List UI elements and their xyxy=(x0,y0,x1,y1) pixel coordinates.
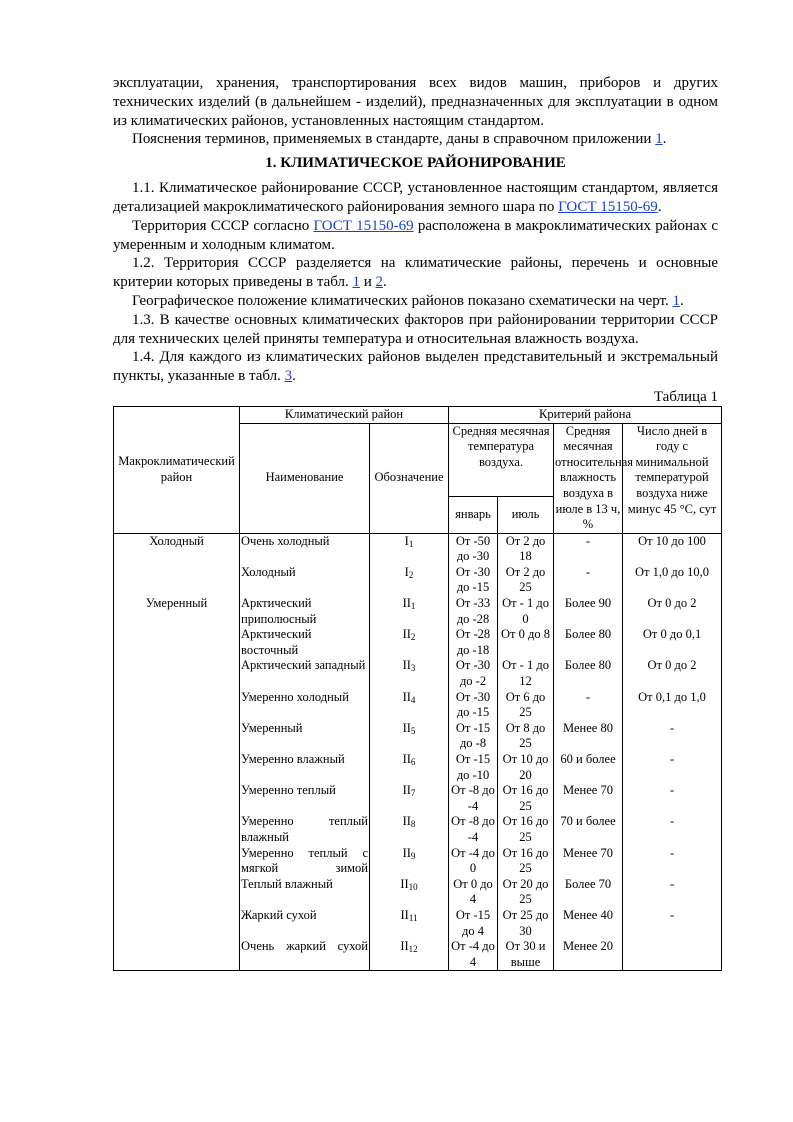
cell-jan-temp: От -30 до -15 xyxy=(449,565,498,596)
cell-macro-region xyxy=(114,627,240,658)
cell-jul-temp: От 16 до 25 xyxy=(498,846,554,877)
cell-humidity: Менее 70 xyxy=(554,846,623,877)
table-row xyxy=(114,565,722,596)
cell-jul-temp: От 25 до 30 xyxy=(498,908,554,939)
designation-roman: II xyxy=(402,627,411,642)
designation-roman: II xyxy=(400,939,409,954)
cell-jul-temp: От 16 до 25 xyxy=(498,783,554,814)
cell-region-name: Очень жаркий сухой xyxy=(240,939,370,971)
paragraph-1-1: 1.1. Климатическое районирование СССР, установленное настоящим стандартом, является детализацией макроклиматического районирования земного шара по ГОСТ 15150-69. xyxy=(113,180,718,215)
designation-roman: II xyxy=(402,814,411,829)
table-row xyxy=(114,939,722,971)
paragraph-1-3: 1.3. В качестве основных климатических факторов при районировании территории СССР для технических целей приняты температура и относительная влажность воздуха. xyxy=(113,311,718,347)
paragraph-1-2-geo: Географическое положение климатических районов показано схематически на черт. 1. xyxy=(132,292,684,309)
cell-designation xyxy=(370,658,449,689)
cell-days: От 10 до 100 xyxy=(623,533,722,565)
cell-macro-region xyxy=(114,814,240,845)
cell-jul-temp: От 6 до 25 xyxy=(498,690,554,721)
cell-jul-temp: От 16 до 25 xyxy=(498,814,554,845)
designation-roman: II xyxy=(400,907,409,922)
cell-macro-region xyxy=(114,658,240,689)
gost-link-1[interactable]: ГОСТ 15150-69 xyxy=(558,198,658,215)
cell-macro-region: Умеренный xyxy=(114,596,240,627)
terms-paragraph: Пояснения терминов, применяемых в стандарте, даны в справочном приложении 1. xyxy=(132,131,667,148)
cell-region-name: Умеренно теплый xyxy=(240,783,370,814)
designation-index: 12 xyxy=(408,944,418,955)
table-row xyxy=(114,752,722,783)
cell-jan-temp: От -4 до 0 xyxy=(449,846,498,877)
cell-designation xyxy=(370,752,449,783)
table-row xyxy=(114,877,722,908)
table-2-link[interactable]: 2 xyxy=(375,274,384,291)
cell-days xyxy=(623,939,722,971)
cell-days: - xyxy=(623,752,722,783)
table-row xyxy=(114,721,722,752)
cell-designation xyxy=(370,533,449,565)
designation-roman: II xyxy=(402,783,411,798)
cell-region-name: Арктический восточный xyxy=(240,627,370,658)
cell-macro-region xyxy=(114,939,240,971)
cell-jul-temp: От 20 до 25 xyxy=(498,877,554,908)
cell-region-name: Очень холодный xyxy=(240,533,370,565)
table-body xyxy=(114,533,722,971)
cell-days: - xyxy=(623,908,722,939)
header-criterion: Критерий района xyxy=(449,406,722,423)
cell-macro-region: Холодный xyxy=(114,533,240,565)
designation-roman: II xyxy=(402,596,411,611)
table-row xyxy=(114,596,722,627)
cell-humidity: 70 и более xyxy=(554,814,623,845)
cell-designation xyxy=(370,627,449,658)
cell-humidity: - xyxy=(554,533,623,565)
cell-days: От 0,1 до 1,0 xyxy=(623,690,722,721)
designation-roman: II xyxy=(402,720,411,735)
table-row xyxy=(114,846,722,877)
cell-jan-temp: От -8 до -4 xyxy=(449,783,498,814)
cell-humidity: 60 и более xyxy=(554,752,623,783)
cell-humidity: Более 90 xyxy=(554,596,623,627)
cell-humidity: Менее 40 xyxy=(554,908,623,939)
section-title: 1. КЛИМАТИЧЕСКОЕ РАЙОНИРОВАНИЕ xyxy=(265,155,566,172)
designation-index: 9 xyxy=(410,850,416,861)
cell-region-name: Умеренный xyxy=(240,721,370,752)
cell-days: - xyxy=(623,877,722,908)
cell-macro-region xyxy=(114,690,240,721)
cell-jan-temp: От -4 до 4 xyxy=(449,939,498,971)
cell-macro-region xyxy=(114,752,240,783)
cell-days: От 0 до 2 xyxy=(623,596,722,627)
designation-index: 7 xyxy=(410,788,416,799)
header-designation: Обозначение xyxy=(370,423,449,533)
cell-macro-region xyxy=(114,565,240,596)
cell-region-name: Умеренно влажный xyxy=(240,752,370,783)
designation-index: 4 xyxy=(410,694,416,705)
gost-link-2[interactable]: ГОСТ 15150-69 xyxy=(313,217,414,234)
table-caption: Таблица 1 xyxy=(653,388,718,405)
cell-humidity: Более 80 xyxy=(554,658,623,689)
header-name: Наименование xyxy=(240,423,370,533)
drawing-1-link[interactable]: 1 xyxy=(672,292,680,309)
cell-days: От 1,0 до 10,0 xyxy=(623,565,722,596)
intro-paragraph: эксплуатации, хранения, транспортирования всех видов машин, приборов и других технических изделий (в дальнейшем - изделий), предназначенных для эксплуатации в одном из климатических районов, установленных настоящим стандартом. xyxy=(113,75,718,129)
cell-macro-region xyxy=(114,908,240,939)
cell-designation xyxy=(370,814,449,845)
cell-days: От 0 до 2 xyxy=(623,658,722,689)
header-climatic-region: Климатический район xyxy=(240,406,449,423)
cell-days: - xyxy=(623,721,722,752)
designation-index: 8 xyxy=(410,819,416,830)
designation-roman: II xyxy=(402,658,411,673)
designation-index: 3 xyxy=(410,663,416,674)
table-row xyxy=(114,533,722,565)
cell-jan-temp: От -30 до -2 xyxy=(449,658,498,689)
paragraph-1-1-territory: Территория СССР согласно ГОСТ 15150-69 расположена в макроклиматических районах с умеренным и холодным климатом. xyxy=(113,217,719,253)
cell-jul-temp: От - 1 до 12 xyxy=(498,658,554,689)
header-days-count: Число дней в году с минимальной температурой воздуха ниже минус 45 °С, сут xyxy=(623,423,722,533)
cell-humidity: - xyxy=(554,565,623,596)
cell-region-name: Умеренно теплый с мягкой зимой xyxy=(241,845,368,876)
designation-index: 2 xyxy=(408,569,414,580)
cell-region-name: Холодный xyxy=(240,565,370,596)
designation-index: 1 xyxy=(410,601,416,612)
cell-region-name: Умеренно теплый влажный xyxy=(241,814,368,844)
table-row xyxy=(114,690,722,721)
cell-designation xyxy=(370,596,449,627)
designation-index: 10 xyxy=(408,881,418,892)
cell-days: От 0 до 0,1 xyxy=(623,627,722,658)
appendix-1-link[interactable]: 1 xyxy=(655,131,663,148)
cell-days: - xyxy=(623,814,722,845)
designation-index: 2 xyxy=(410,632,416,643)
cell-jan-temp: От -33 до -28 xyxy=(449,596,498,627)
cell-designation xyxy=(370,877,449,908)
header-macro-region: Макроклиматический район xyxy=(114,406,240,533)
cell-jan-temp: От -50 до -30 xyxy=(449,533,498,565)
cell-macro-region xyxy=(114,846,240,877)
designation-roman: II xyxy=(402,845,411,860)
designation-roman: II xyxy=(402,689,411,704)
cell-region-name: Арктический приполюсный xyxy=(240,596,370,627)
header-avg-temp: Средняя месячная температура воздуха. xyxy=(449,423,554,496)
cell-days: - xyxy=(623,846,722,877)
cell-jul-temp: От 8 до 25 xyxy=(498,721,554,752)
cell-macro-region xyxy=(114,783,240,814)
cell-jan-temp: От -15 до -8 xyxy=(449,721,498,752)
cell-jul-temp: От 0 до 8 xyxy=(498,627,554,658)
cell-jan-temp: От -8 до -4 xyxy=(449,814,498,845)
cell-jan-temp: От -30 до -15 xyxy=(449,690,498,721)
cell-designation xyxy=(370,721,449,752)
cell-jul-temp: От 2 до 25 xyxy=(498,565,554,596)
header-january: январь xyxy=(449,496,498,533)
cell-designation xyxy=(370,783,449,814)
designation-index: 11 xyxy=(408,912,418,923)
paragraph-1-4: 1.4. Для каждого из климатических районов выделен представительный и экстремальный пункты, указанные в табл. 3. xyxy=(113,349,718,385)
designation-index: 5 xyxy=(410,725,416,736)
cell-jul-temp: От 30 и выше xyxy=(498,939,554,971)
cell-humidity: Менее 80 xyxy=(554,721,623,752)
header-avg-humidity: Средняя месячная относительная влажность воздуха в июле в 13 ч, % xyxy=(554,423,623,533)
cell-humidity: Менее 70 xyxy=(554,783,623,814)
designation-roman: II xyxy=(400,876,409,891)
cell-jul-temp: От - 1 до 0 xyxy=(498,596,554,627)
document-page xyxy=(113,74,718,971)
cell-region-name: Теплый влажный xyxy=(240,877,370,908)
designation-roman: I xyxy=(404,564,409,579)
designation-index: 6 xyxy=(410,757,416,768)
designation-roman: I xyxy=(404,533,409,548)
cell-region-name: Арктический западный xyxy=(240,658,370,689)
cell-humidity: - xyxy=(554,690,623,721)
cell-region-name: Умеренно холодный xyxy=(240,690,370,721)
table-row xyxy=(114,908,722,939)
cell-designation xyxy=(370,908,449,939)
table-row xyxy=(114,627,722,658)
cell-designation xyxy=(370,690,449,721)
cell-jul-temp: От 2 до 18 xyxy=(498,533,554,565)
table-1-link[interactable]: 1 xyxy=(352,274,360,291)
designation-index: 1 xyxy=(408,538,414,549)
cell-humidity: Менее 20 xyxy=(554,939,623,971)
climate-regions-table xyxy=(113,406,722,971)
table-row xyxy=(114,658,722,689)
cell-jan-temp: От 0 до 4 xyxy=(449,877,498,908)
table-row xyxy=(114,814,722,845)
cell-jan-temp: От -15 до -10 xyxy=(449,752,498,783)
cell-humidity: Более 80 xyxy=(554,627,623,658)
paragraph-1-2: 1.2. Территория СССР разделяется на климатические районы, перечень и основные критерии которых приведены в табл. 1 и 2. xyxy=(113,255,718,291)
designation-roman: II xyxy=(402,752,411,767)
header-july: июль xyxy=(498,496,554,533)
cell-designation xyxy=(370,939,449,971)
cell-region-name: Жаркий сухой xyxy=(240,908,370,939)
cell-jan-temp: От -15 до 4 xyxy=(449,908,498,939)
cell-designation xyxy=(370,846,449,877)
cell-designation xyxy=(370,565,449,596)
cell-macro-region xyxy=(114,877,240,908)
cell-jan-temp: От -28 до -18 xyxy=(449,627,498,658)
cell-days: - xyxy=(623,783,722,814)
cell-jul-temp: От 10 до 20 xyxy=(498,752,554,783)
cell-macro-region xyxy=(114,721,240,752)
table-3-link[interactable]: 3 xyxy=(284,368,293,385)
table-row xyxy=(114,783,722,814)
cell-humidity: Более 70 xyxy=(554,877,623,908)
